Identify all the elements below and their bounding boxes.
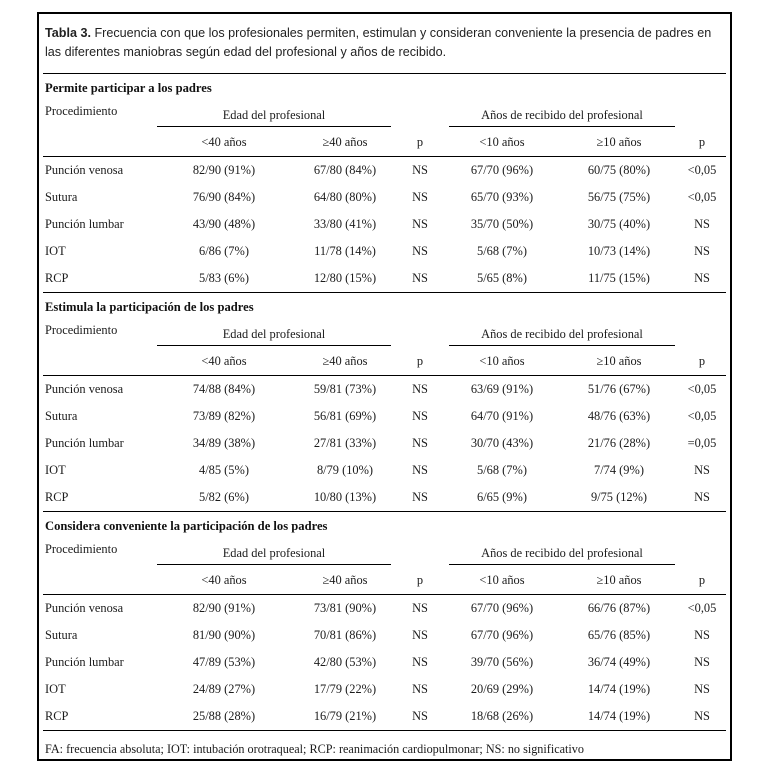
value-cell: 10/80 (13%)	[313, 490, 377, 504]
value-cell: NS	[412, 463, 428, 477]
table-sections-container	[43, 81, 726, 731]
value-cell: NS	[694, 628, 710, 642]
value-cell: <0,05	[687, 190, 717, 204]
sub-column-header: <40 años	[201, 135, 247, 149]
value-cell: NS	[412, 709, 428, 723]
value-cell: <0,05	[687, 409, 717, 423]
value-cell: NS	[412, 682, 428, 696]
sub-column-header: p	[698, 573, 706, 587]
value-cell: 70/81 (86%)	[313, 628, 377, 642]
value-cell: 5/65 (8%)	[477, 271, 527, 285]
value-cell: <0,05	[687, 601, 717, 615]
sub-column-header: ≥40 años	[322, 573, 368, 587]
table-row	[43, 265, 726, 292]
table-row	[43, 184, 726, 211]
value-cell: 63/69 (91%)	[470, 382, 534, 396]
value-cell: 66/76 (87%)	[587, 601, 651, 615]
value-cell: 82/90 (91%)	[192, 601, 256, 615]
table-section	[43, 519, 726, 730]
value-cell: NS	[412, 217, 428, 231]
value-cell: 18/68 (26%)	[470, 709, 534, 723]
group-header-row	[43, 321, 726, 346]
value-cell: <0,05	[687, 382, 717, 396]
table-row	[43, 595, 726, 622]
sub-column-header: p	[698, 135, 706, 149]
value-cell: 20/69 (29%)	[470, 682, 534, 696]
procedure-cell: IOT	[45, 244, 66, 258]
value-cell: NS	[694, 271, 710, 285]
table-title	[45, 24, 724, 62]
value-cell: 73/81 (90%)	[313, 601, 377, 615]
value-cell: 65/76 (85%)	[587, 628, 651, 642]
value-cell: 82/90 (91%)	[192, 163, 256, 177]
sub-header-row	[43, 127, 726, 157]
sub-column-header: <40 años	[201, 354, 247, 368]
sub-column-header: <10 años	[479, 354, 525, 368]
table-row	[43, 484, 726, 511]
procedure-cell: Punción venosa	[45, 382, 124, 396]
value-cell: 14/74 (19%)	[587, 682, 651, 696]
value-cell: 39/70 (56%)	[470, 655, 534, 669]
procedure-cell: Sutura	[45, 409, 78, 423]
value-cell: NS	[694, 463, 710, 477]
table-section	[43, 300, 726, 511]
value-cell: 10/73 (14%)	[587, 244, 651, 258]
value-cell: NS	[412, 490, 428, 504]
procedure-cell: IOT	[45, 682, 66, 696]
table-row	[43, 676, 726, 703]
group-header-row	[43, 102, 726, 127]
value-cell: 64/70 (91%)	[470, 409, 534, 423]
table-row	[43, 622, 726, 649]
sub-column-header: ≥10 años	[596, 573, 642, 587]
value-cell: 27/81 (33%)	[313, 436, 377, 450]
value-cell: 16/79 (21%)	[313, 709, 377, 723]
value-cell: 33/80 (41%)	[313, 217, 377, 231]
table-frame	[37, 12, 732, 761]
section-divider	[43, 730, 726, 731]
section-heading: Estimula la participación de los padres	[45, 300, 254, 314]
value-cell: NS	[412, 436, 428, 450]
value-cell: 21/76 (28%)	[587, 436, 651, 450]
sub-column-header: p	[416, 354, 424, 368]
value-cell: 59/81 (73%)	[313, 382, 377, 396]
sub-column-header: p	[416, 135, 424, 149]
table-caption: Frecuencia con que los profesionales permiten, estimulan y consideran conveniente la presencia de padres en las diferentes maniobras según edad del profesional y años de recibido.	[45, 26, 712, 59]
value-cell: 24/89 (27%)	[192, 682, 256, 696]
footnote: FA: frecuencia absoluta; IOT: intubación orotraqueal; RCP: reanimación cardiopulmonar; NS: no significativo	[45, 742, 584, 756]
procedure-cell: IOT	[45, 463, 66, 477]
value-cell: 30/75 (40%)	[587, 217, 651, 231]
column-header-procedure: Procedimiento	[45, 104, 118, 118]
sub-column-header: <40 años	[201, 573, 247, 587]
value-cell: =0,05	[687, 436, 717, 450]
sub-column-header: <10 años	[479, 573, 525, 587]
value-cell: 25/88 (28%)	[192, 709, 256, 723]
value-cell: 56/75 (75%)	[587, 190, 651, 204]
sub-column-header: ≥40 años	[322, 135, 368, 149]
group-header-row	[43, 540, 726, 565]
value-cell: NS	[694, 244, 710, 258]
column-header-procedure: Procedimiento	[45, 323, 118, 337]
value-cell: 4/85 (5%)	[199, 463, 249, 477]
table-row	[43, 649, 726, 676]
value-cell: 42/80 (53%)	[313, 655, 377, 669]
value-cell: 5/82 (6%)	[199, 490, 249, 504]
value-cell: 5/83 (6%)	[199, 271, 249, 285]
value-cell: NS	[412, 190, 428, 204]
column-group-anos: Años de recibido del profesional	[449, 546, 675, 565]
value-cell: NS	[412, 382, 428, 396]
value-cell: 48/76 (63%)	[587, 409, 651, 423]
procedure-cell: Sutura	[45, 190, 78, 204]
value-cell: 8/79 (10%)	[316, 463, 374, 477]
value-cell: 12/80 (15%)	[313, 271, 377, 285]
value-cell: 67/70 (96%)	[470, 601, 534, 615]
value-cell: 30/70 (43%)	[470, 436, 534, 450]
value-cell: NS	[694, 217, 710, 231]
value-cell: NS	[412, 601, 428, 615]
value-cell: 11/78 (14%)	[314, 244, 376, 258]
sub-column-header: ≥10 años	[596, 135, 642, 149]
column-group-edad: Edad del profesional	[157, 546, 391, 565]
value-cell: 5/68 (7%)	[477, 463, 527, 477]
procedure-cell: RCP	[45, 709, 69, 723]
value-cell: 17/79 (22%)	[313, 682, 377, 696]
procedure-cell: Punción lumbar	[45, 655, 124, 669]
value-cell: 5/68 (7%)	[477, 244, 527, 258]
column-group-edad: Edad del profesional	[157, 327, 391, 346]
table-row	[43, 157, 726, 184]
value-cell: NS	[694, 682, 710, 696]
column-group-anos: Años de recibido del profesional	[449, 108, 675, 127]
value-cell: 60/75 (80%)	[587, 163, 651, 177]
value-cell: 76/90 (84%)	[192, 190, 256, 204]
table-row	[43, 457, 726, 484]
sub-column-header: <10 años	[479, 135, 525, 149]
value-cell: 7/74 (9%)	[594, 463, 644, 477]
value-cell: NS	[412, 655, 428, 669]
value-cell: NS	[694, 709, 710, 723]
sub-header-row	[43, 346, 726, 376]
column-group-anos: Años de recibido del profesional	[449, 327, 675, 346]
value-cell: NS	[694, 655, 710, 669]
procedure-cell: Punción venosa	[45, 601, 124, 615]
value-cell: NS	[412, 628, 428, 642]
value-cell: 43/90 (48%)	[192, 217, 256, 231]
procedure-cell: Punción lumbar	[45, 436, 124, 450]
value-cell: NS	[412, 244, 428, 258]
value-cell: 67/70 (96%)	[470, 163, 534, 177]
value-cell: 56/81 (69%)	[313, 409, 377, 423]
procedure-cell: Sutura	[45, 628, 78, 642]
table-section	[43, 81, 726, 292]
value-cell: NS	[412, 163, 428, 177]
sub-column-header: ≥40 años	[322, 354, 368, 368]
value-cell: 73/89 (82%)	[192, 409, 256, 423]
sub-column-header: p	[416, 573, 424, 587]
table-row	[43, 703, 726, 730]
column-header-procedure: Procedimiento	[45, 542, 118, 556]
value-cell: NS	[412, 409, 428, 423]
spacer-cell	[43, 150, 153, 156]
table-row	[43, 430, 726, 457]
spacer-cell	[43, 588, 153, 594]
value-cell: <0,05	[687, 163, 717, 177]
value-cell: NS	[694, 490, 710, 504]
value-cell: 51/76 (67%)	[587, 382, 651, 396]
section-heading: Considera conveniente la participación de los padres	[45, 519, 328, 533]
procedure-cell: Punción venosa	[45, 163, 124, 177]
title-divider	[43, 73, 726, 74]
value-cell: 6/65 (9%)	[477, 490, 527, 504]
procedure-cell: RCP	[45, 271, 69, 285]
value-cell: 74/88 (84%)	[192, 382, 256, 396]
table-row	[43, 211, 726, 238]
table-number-label: Tabla 3.	[45, 26, 91, 40]
value-cell: 65/70 (93%)	[470, 190, 534, 204]
value-cell: 14/74 (19%)	[587, 709, 651, 723]
spacer-cell	[43, 369, 153, 375]
value-cell: 9/75 (12%)	[590, 490, 648, 504]
table-row	[43, 238, 726, 265]
value-cell: 64/80 (80%)	[313, 190, 377, 204]
value-cell: 67/70 (96%)	[470, 628, 534, 642]
value-cell: 11/75 (15%)	[588, 271, 650, 285]
sub-column-header: ≥10 años	[596, 354, 642, 368]
value-cell: 47/89 (53%)	[192, 655, 256, 669]
sub-header-row	[43, 565, 726, 595]
sub-column-header: p	[698, 354, 706, 368]
value-cell: 34/89 (38%)	[192, 436, 256, 450]
value-cell: 67/80 (84%)	[313, 163, 377, 177]
table-row	[43, 403, 726, 430]
value-cell: NS	[412, 271, 428, 285]
procedure-cell: Punción lumbar	[45, 217, 124, 231]
column-group-edad: Edad del profesional	[157, 108, 391, 127]
section-divider	[43, 511, 726, 512]
table-row	[43, 376, 726, 403]
value-cell: 6/86 (7%)	[199, 244, 249, 258]
value-cell: 35/70 (50%)	[470, 217, 534, 231]
procedure-cell: RCP	[45, 490, 69, 504]
value-cell: 81/90 (90%)	[192, 628, 256, 642]
value-cell: 36/74 (49%)	[587, 655, 651, 669]
section-divider	[43, 292, 726, 293]
section-heading: Permite participar a los padres	[45, 81, 212, 95]
